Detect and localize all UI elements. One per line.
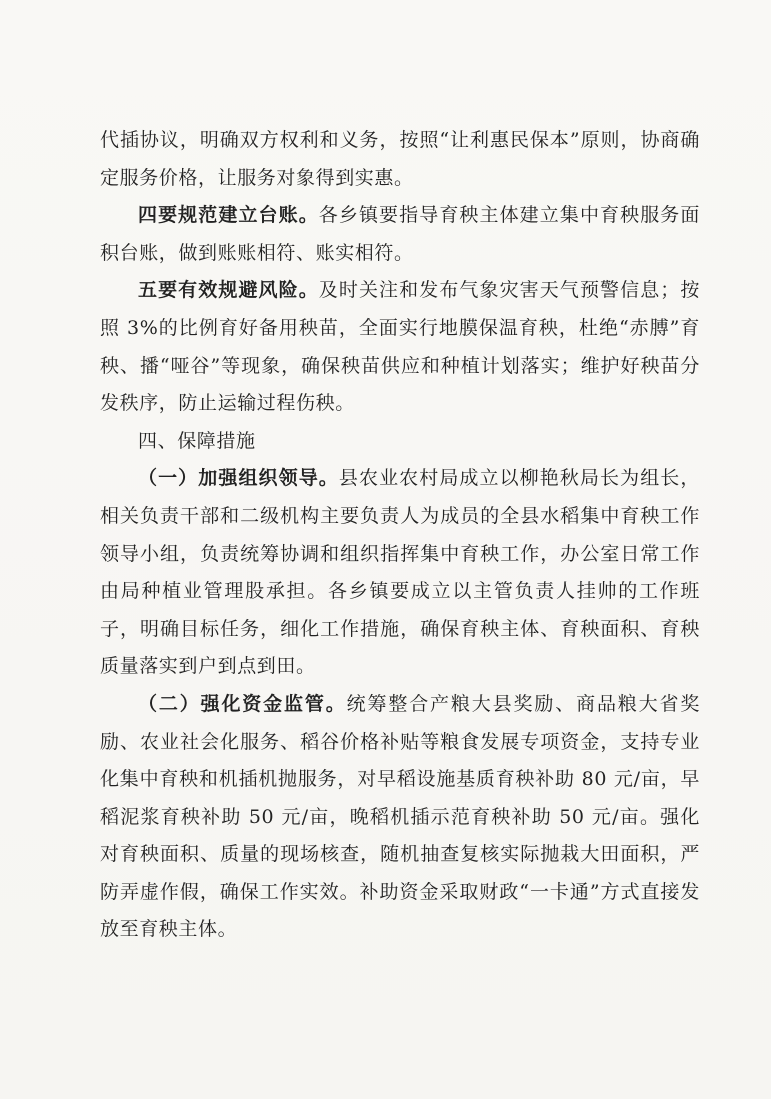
paragraph-risk bbox=[100, 272, 700, 422]
paragraph-continuation bbox=[100, 122, 700, 197]
paragraph-text: 代插协议，明确双方权利和义务，按照“让利惠民保本”原则，协商确定服务价格，让服务对象得到实惠。 bbox=[100, 129, 700, 189]
paragraph-text: 及时关注和发布气象灾害天气预警信息；按照 3%的比例育好备用秧苗，全面实行地膜保温育秧，杜绝“赤膊”育秧、播“哑谷”等现象，确保秧苗供应和种植计划落实；维护好秧苗分发秩序，防止运输过程伤秧。 bbox=[100, 279, 700, 415]
paragraph-lead: （二）强化资金监管。 bbox=[138, 692, 347, 715]
paragraph-ledger bbox=[100, 197, 700, 272]
paragraph-organization bbox=[100, 460, 700, 686]
section-heading: 四、保障措施 bbox=[138, 429, 256, 452]
paragraph-funding bbox=[100, 686, 700, 949]
paragraph-text: 统筹整合产粮大县奖励、商品粮大省奖励、农业社会化服务、稻谷价格补贴等粮食发展专项资金，支持专业化集中育秧和机插机抛服务，对早稻设施基质育秧补助 80 元/亩，早稻泥浆育秧补助 50 元/亩，晚稻机插示范育秧补助 50 元/亩。强化对育秧面积、质量的现场核查，随机抽查复核实际抛栽大田面积，严防弄虚作假，确保工作实效。补助资金采取财政“一卡通”方式直接发放至育秧主体。 bbox=[100, 692, 700, 941]
paragraph-lead: 五要有效规避风险。 bbox=[138, 279, 319, 302]
paragraph-lead: （一）加强组织领导。 bbox=[138, 467, 339, 490]
paragraph-text: 县农业农村局成立以柳艳秋局长为组长，相关负责干部和二级机构主要负责人为成员的全县水稻集中育秧工作领导小组，负责统筹协调和组织指挥集中育秧工作，办公室日常工作由局种植业管理股承担。各乡镇要成立以主管负责人挂帅的工作班子，明确目标任务，细化工作措施，确保育秧主体、育秧面积、育秧质量落实到户到点到田。 bbox=[100, 467, 700, 678]
paragraph-text: 各乡镇要指导育秧主体建立集中育秧服务面积台账，做到账账相符、账实相符。 bbox=[100, 204, 700, 264]
paragraph-lead: 四要规范建立台账。 bbox=[138, 204, 319, 227]
document-body bbox=[100, 122, 700, 949]
